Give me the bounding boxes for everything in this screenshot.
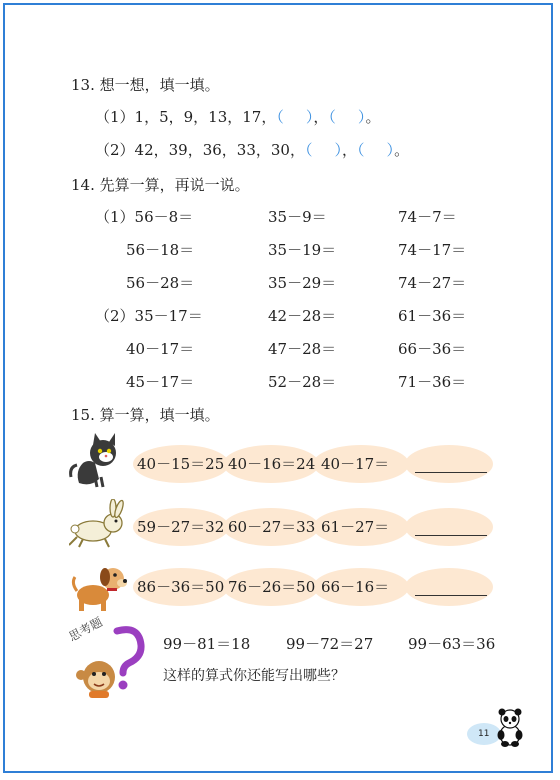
- q14-r4-c3: 61－36＝: [398, 307, 467, 325]
- q14-r3-c3: 74－27＝: [398, 274, 467, 292]
- cat-icon: [69, 433, 127, 489]
- q14-r1-c3: 74－7＝: [398, 208, 457, 226]
- rabbit-icon: [69, 499, 129, 549]
- q14-r1-c2: 35－9＝: [268, 208, 327, 226]
- answer-paren-open: （: [328, 108, 336, 126]
- thinking-question: 这样的算式你还能写出哪些？: [163, 668, 345, 684]
- q15-r3-e2: 76－26＝50: [228, 578, 316, 596]
- answer-oval: [405, 568, 493, 606]
- q14-r4-c1: （2）35－17＝: [95, 307, 203, 325]
- q13-line1: [95, 107, 380, 127]
- thinking-eq-2: 99－72＝27: [286, 635, 374, 653]
- answer-paren-close: ）: [357, 108, 366, 126]
- q14-r5-c2: 47－28＝: [268, 340, 337, 358]
- page-number: 11: [478, 729, 490, 739]
- answer-line[interactable]: [415, 595, 487, 596]
- q15-r3-e3: 66－16＝: [321, 578, 390, 596]
- q15-r2-e3: 61－27＝: [321, 518, 390, 536]
- q14-r2-c3: 74－17＝: [398, 241, 467, 259]
- answer-paren-close: ）: [386, 141, 395, 159]
- q14-r5-c3: 66－36＝: [398, 340, 467, 358]
- q13-line1-sequence: （1）1，5，9，13，17，: [95, 108, 277, 126]
- q15-r3-e1: 86－36＝50: [137, 578, 225, 596]
- dog-icon: [71, 561, 131, 613]
- q13-line2: [95, 140, 409, 160]
- answer-paren-open: （: [276, 108, 284, 126]
- answer-paren-close: ）: [334, 141, 343, 159]
- q15-r1-e3: 40－17＝: [321, 455, 390, 473]
- q14-r3-c1: 56－28＝: [126, 274, 195, 292]
- thinking-badge: 思考题: [66, 614, 105, 645]
- answer-oval: [405, 445, 493, 483]
- q14-r4-c2: 42－28＝: [268, 307, 337, 325]
- q14-r3-c2: 35－29＝: [268, 274, 337, 292]
- q15-r2-e1: 59－27＝32: [137, 518, 225, 536]
- q14-r6-c1: 45－17＝: [126, 373, 195, 391]
- textbook-page: [3, 3, 553, 773]
- answer-paren-close: ）: [305, 108, 314, 126]
- answer-line[interactable]: [415, 472, 487, 473]
- comma: ，: [342, 141, 358, 159]
- q14-r2-c1: 56－18＝: [126, 241, 195, 259]
- q14-r5-c1: 40－17＝: [126, 340, 195, 358]
- comma: ，: [313, 108, 329, 126]
- answer-line[interactable]: [415, 535, 487, 536]
- q14-r6-c3: 71－36＝: [398, 373, 467, 391]
- answer-paren-open: （: [304, 141, 313, 159]
- thinking-eq-1: 99－81＝18: [163, 635, 251, 653]
- answer-paren-open: （: [357, 141, 365, 159]
- q15-r1-e1: 40－15＝25: [137, 455, 225, 473]
- q13-title: 13. 想一想，填一填。: [71, 76, 220, 94]
- panda-icon: [495, 707, 525, 747]
- period: 。: [365, 108, 381, 126]
- q15-title: 15. 算一算，填一填。: [71, 406, 220, 424]
- q14-r2-c2: 35－19＝: [268, 241, 337, 259]
- thinking-eq-3: 99－63＝36: [408, 635, 496, 653]
- q14-title: 14. 先算一算，再说一说。: [71, 176, 250, 194]
- q14-r1-c1: （1）56－8＝: [95, 208, 194, 226]
- q14-r6-c2: 52－28＝: [268, 373, 337, 391]
- q15-r2-e2: 60－27＝33: [228, 518, 316, 536]
- q13-line2-sequence: （2）42，39，36，33，30，: [95, 141, 305, 159]
- period: 。: [394, 141, 410, 159]
- q15-r1-e2: 40－16＝24: [228, 455, 316, 473]
- answer-oval: [405, 508, 493, 546]
